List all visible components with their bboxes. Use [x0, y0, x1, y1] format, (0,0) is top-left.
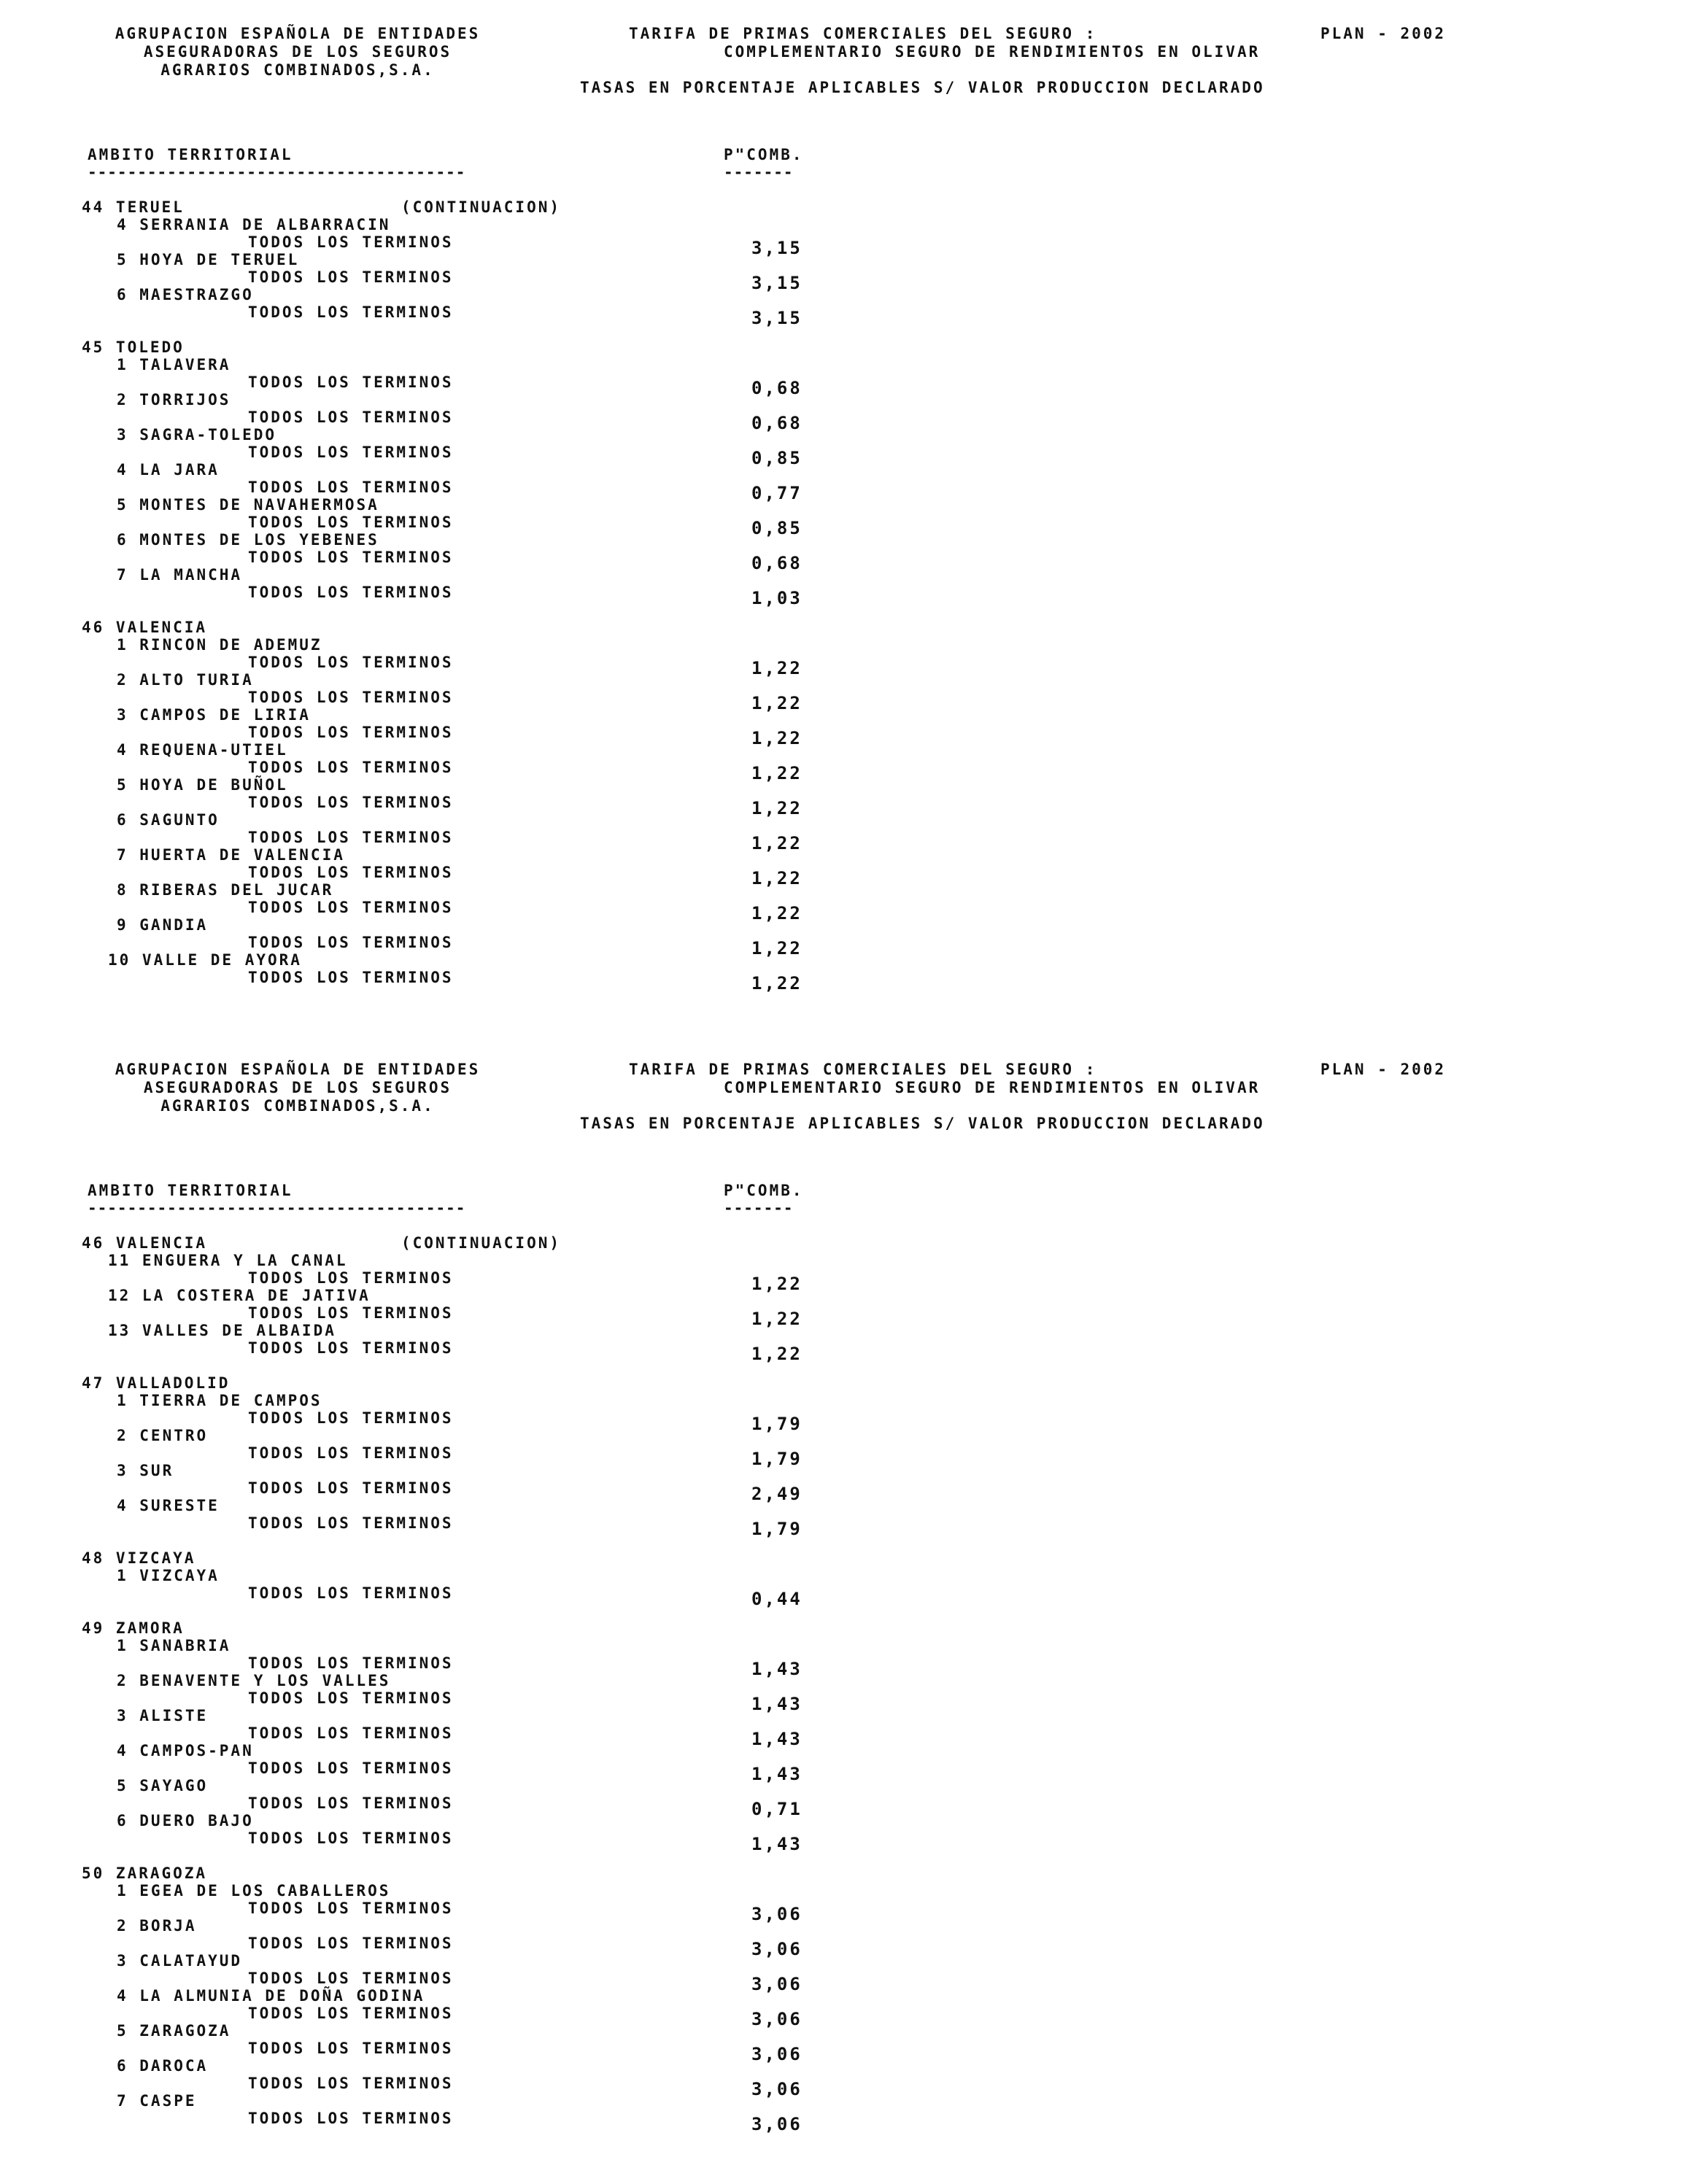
comarca-name: 5 HOYA DE TERUEL: [117, 251, 300, 268]
column-header-ambito: [88, 146, 465, 181]
plan-label: PLAN - 2002: [1320, 25, 1447, 42]
termino-row: [0, 689, 1021, 713]
termino-label: TODOS LOS TERMINOS: [248, 1269, 454, 1287]
comarca-row: [0, 1322, 1021, 1339]
comarca-row: [0, 1742, 1021, 1759]
termino-label: TODOS LOS TERMINOS: [248, 268, 454, 286]
termino-row: [0, 268, 1021, 293]
comarca-name: 4 REQUENA-UTIEL: [117, 741, 288, 759]
column-header-pcomb-label: P"COMB.: [724, 1182, 804, 1199]
comarca-row: [0, 706, 1021, 724]
termino-row: [0, 1724, 1021, 1749]
termino-label: TODOS LOS TERMINOS: [248, 934, 454, 951]
comarca-name: 7 HUERTA DE VALENCIA: [117, 846, 345, 864]
termino-label: TODOS LOS TERMINOS: [248, 899, 454, 916]
comarca-row: [0, 636, 1021, 654]
tariff-title-line-1: TARIFA DE PRIMAS COMERCIALES DEL SEGURO :: [629, 25, 1097, 42]
rate-value: 0,85: [751, 518, 802, 538]
comarca-name: 4 LA JARA: [117, 461, 220, 479]
termino-label: TODOS LOS TERMINOS: [248, 1724, 454, 1742]
termino-row: [0, 2110, 1021, 2134]
entity-line: AGRARIOS COMBINADOS,S.A.: [160, 61, 435, 79]
comarca-row: [0, 356, 1021, 373]
rate-value: 1,22: [751, 728, 802, 748]
comarca-name: 1 SANABRIA: [117, 1637, 231, 1654]
rate-value: 1,22: [751, 763, 802, 783]
rate-value: 1,43: [751, 1764, 802, 1784]
comarca-name: 8 RIBERAS DEL JUCAR: [117, 881, 334, 899]
termino-label: TODOS LOS TERMINOS: [248, 479, 454, 496]
column-rule: --------------------------------------: [88, 163, 466, 181]
termino-row: [0, 1829, 1021, 1854]
termino-label: TODOS LOS TERMINOS: [248, 1900, 454, 1917]
comarca-name: 3 SAGRA-TOLEDO: [117, 426, 277, 444]
rate-value: 1,43: [751, 1659, 802, 1679]
termino-row: [0, 654, 1021, 678]
document-page-1: [0, 0, 1702, 1036]
termino-label: TODOS LOS TERMINOS: [248, 759, 454, 776]
rate-value: 1,22: [751, 693, 802, 713]
comarca-name: 10 VALLE DE AYORA: [108, 951, 302, 969]
rate-value: 1,22: [751, 903, 802, 923]
termino-row: [0, 1409, 1021, 1434]
comarca-row: [0, 776, 1021, 794]
termino-label: TODOS LOS TERMINOS: [248, 1654, 454, 1672]
rate-value: 0,71: [751, 1799, 802, 1819]
province-row: [0, 1864, 1021, 1882]
column-header-ambito: [88, 1182, 465, 1217]
rate-value: 3,06: [751, 1974, 802, 1994]
comarca-name: 12 LA COSTERA DE JATIVA: [108, 1287, 371, 1304]
comarca-row: [0, 671, 1021, 689]
column-rule: -------: [724, 1199, 794, 1217]
termino-row: [0, 724, 1021, 748]
rate-value: 1,79: [751, 1449, 802, 1469]
termino-row: [0, 373, 1021, 398]
termino-row: [0, 829, 1021, 853]
comarca-name: 3 SUR: [117, 1462, 174, 1479]
comarca-row: [0, 531, 1021, 549]
termino-label: TODOS LOS TERMINOS: [248, 1444, 454, 1462]
comarca-row: [0, 1287, 1021, 1304]
termino-label: TODOS LOS TERMINOS: [248, 1479, 454, 1497]
rate-value: 3,06: [751, 2044, 802, 2064]
comarca-name: 6 MAESTRAZGO: [117, 286, 254, 303]
column-header-ambito-label: AMBITO TERRITORIAL: [88, 1182, 293, 1199]
rate-value: 1,43: [751, 1694, 802, 1714]
termino-label: TODOS LOS TERMINOS: [248, 969, 454, 986]
document-page-2: [0, 1036, 1702, 2184]
comarca-name: 1 TIERRA DE CAMPOS: [117, 1392, 322, 1409]
termino-label: TODOS LOS TERMINOS: [248, 724, 454, 741]
rate-value: 1,22: [751, 1309, 802, 1329]
termino-label: TODOS LOS TERMINOS: [248, 1759, 454, 1777]
rate-value: 3,15: [751, 273, 802, 293]
entity-line: AGRUPACION ESPAÑOLA DE ENTIDADES: [115, 1061, 481, 1078]
termino-label: TODOS LOS TERMINOS: [248, 2110, 454, 2127]
termino-row: [0, 794, 1021, 818]
termino-row: [0, 899, 1021, 923]
comarca-row: [0, 566, 1021, 584]
termino-row: [0, 303, 1021, 328]
province-row: [0, 1619, 1021, 1637]
column-rule: -------: [724, 163, 794, 181]
termino-label: TODOS LOS TERMINOS: [248, 829, 454, 846]
province-row: [0, 198, 1021, 216]
comarca-row: [0, 846, 1021, 864]
termino-row: [0, 1444, 1021, 1469]
comarca-name: 3 ALISTE: [117, 1707, 209, 1724]
termino-row: [0, 1479, 1021, 1504]
comarca-row: [0, 1777, 1021, 1794]
column-header-pcomb: [724, 1182, 804, 1217]
province-row: [0, 1549, 1021, 1567]
comarca-row: [0, 2092, 1021, 2110]
termino-row: [0, 1514, 1021, 1539]
termino-label: TODOS LOS TERMINOS: [248, 444, 454, 461]
entity-line: ASEGURADORAS DE LOS SEGUROS: [143, 1079, 452, 1096]
rate-value: 1,22: [751, 1344, 802, 1364]
comarca-name: 7 LA MANCHA: [117, 566, 243, 584]
comarca-name: 5 MONTES DE NAVAHERMOSA: [117, 496, 379, 514]
termino-row: [0, 549, 1021, 573]
column-header-pcomb: [724, 146, 804, 181]
rate-value: 1,79: [751, 1519, 802, 1539]
plan-label: PLAN - 2002: [1320, 1061, 1447, 1078]
rate-value: 3,06: [751, 2079, 802, 2099]
termino-row: [0, 1970, 1021, 1994]
rate-value: 3,06: [751, 1904, 802, 1924]
rate-value: 3,06: [751, 1939, 802, 1959]
comarca-name: 2 BORJA: [117, 1917, 197, 1935]
comarca-name: 4 SURESTE: [117, 1497, 220, 1514]
rate-table: [0, 1234, 1021, 2134]
termino-row: [0, 1689, 1021, 1714]
termino-label: TODOS LOS TERMINOS: [248, 1935, 454, 1952]
termino-label: TODOS LOS TERMINOS: [248, 303, 454, 321]
termino-row: [0, 759, 1021, 783]
comarca-row: [0, 1462, 1021, 1479]
termino-label: TODOS LOS TERMINOS: [248, 2075, 454, 2092]
termino-row: [0, 1759, 1021, 1784]
termino-row: [0, 2005, 1021, 2029]
comarca-name: 6 SAGUNTO: [117, 811, 220, 829]
termino-row: [0, 1269, 1021, 1294]
comarca-name: 11 ENGUERA Y LA CANAL: [108, 1252, 348, 1269]
termino-label: TODOS LOS TERMINOS: [248, 233, 454, 251]
column-rule: --------------------------------------: [88, 1199, 466, 1217]
comarca-name: 1 TALAVERA: [117, 356, 231, 373]
comarca-row: [0, 951, 1021, 969]
comarca-row: [0, 251, 1021, 268]
province-name: 46 VALENCIA: [82, 619, 208, 636]
termino-row: [0, 2075, 1021, 2099]
termino-row: [0, 233, 1021, 258]
province-row: [0, 338, 1021, 356]
entity-line: ASEGURADORAS DE LOS SEGUROS: [143, 43, 452, 61]
comarca-name: 6 DUERO BAJO: [117, 1812, 254, 1829]
tariff-title: [629, 25, 1260, 61]
termino-label: TODOS LOS TERMINOS: [248, 584, 454, 601]
comarca-row: [0, 1427, 1021, 1444]
rate-value: 1,22: [751, 868, 802, 888]
termino-label: TODOS LOS TERMINOS: [248, 1304, 454, 1322]
comarca-name: 2 BENAVENTE Y LOS VALLES: [117, 1672, 391, 1689]
termino-row: [0, 1584, 1021, 1609]
termino-row: [0, 2040, 1021, 2064]
rate-value: 1,22: [751, 938, 802, 959]
province-name: 47 VALLADOLID: [82, 1374, 231, 1392]
termino-label: TODOS LOS TERMINOS: [248, 1970, 454, 1987]
comarca-row: [0, 741, 1021, 759]
termino-row: [0, 1339, 1021, 1364]
entity-line: AGRUPACION ESPAÑOLA DE ENTIDADES: [115, 25, 481, 42]
termino-label: TODOS LOS TERMINOS: [248, 1339, 454, 1357]
comarca-name: 4 SERRANIA DE ALBARRACIN: [117, 216, 391, 233]
rate-value: 1,22: [751, 973, 802, 994]
rate-value: 0,44: [751, 1589, 802, 1609]
rate-value: 3,06: [751, 2114, 802, 2134]
entity-name: [86, 25, 509, 80]
comarca-name: 5 HOYA DE BUÑOL: [117, 776, 288, 794]
rate-value: 0,77: [751, 483, 802, 503]
rate-value: 2,49: [751, 1484, 802, 1504]
province-row: [0, 1374, 1021, 1392]
continuation-label: (CONTINUACION): [401, 1234, 562, 1252]
tariff-title: [629, 1061, 1260, 1097]
rates-subtitle: TASAS EN PORCENTAJE APLICABLES S/ VALOR PRODUCCION DECLARADO: [580, 79, 1265, 96]
comarca-row: [0, 1707, 1021, 1724]
comarca-name: 1 RINCON DE ADEMUZ: [117, 636, 322, 654]
province-name: 49 ZAMORA: [82, 1619, 185, 1637]
termino-row: [0, 584, 1021, 608]
termino-row: [0, 1304, 1021, 1329]
termino-label: TODOS LOS TERMINOS: [248, 514, 454, 531]
comarca-row: [0, 1987, 1021, 2005]
termino-label: TODOS LOS TERMINOS: [248, 1829, 454, 1847]
comarca-name: 6 MONTES DE LOS YEBENES: [117, 531, 379, 549]
comarca-row: [0, 1672, 1021, 1689]
rate-value: 1,43: [751, 1834, 802, 1854]
rate-value: 3,06: [751, 2009, 802, 2029]
column-header-ambito-label: AMBITO TERRITORIAL: [88, 146, 293, 163]
province-name: 46 VALENCIA: [82, 1234, 208, 1252]
rate-value: 1,79: [751, 1414, 802, 1434]
comarca-row: [0, 916, 1021, 934]
tariff-title-line-1: TARIFA DE PRIMAS COMERCIALES DEL SEGURO :: [629, 1061, 1097, 1078]
termino-row: [0, 479, 1021, 503]
comarca-row: [0, 1637, 1021, 1654]
termino-row: [0, 1654, 1021, 1679]
province-row: [0, 619, 1021, 636]
tariff-title-line-2: COMPLEMENTARIO SEGURO DE RENDIMIENTOS EN OLIVAR: [724, 1079, 1261, 1096]
termino-label: TODOS LOS TERMINOS: [248, 689, 454, 706]
comarca-row: [0, 496, 1021, 514]
termino-row: [0, 444, 1021, 468]
rate-value: 1,22: [751, 1274, 802, 1294]
termino-row: [0, 1900, 1021, 1924]
comarca-name: 1 VIZCAYA: [117, 1567, 220, 1584]
comarca-name: 2 TORRIJOS: [117, 391, 231, 408]
rates-subtitle: TASAS EN PORCENTAJE APLICABLES S/ VALOR PRODUCCION DECLARADO: [580, 1115, 1265, 1132]
comarca-name: 5 SAYAGO: [117, 1777, 209, 1794]
comarca-name: 5 ZARAGOZA: [117, 2022, 231, 2040]
comarca-row: [0, 881, 1021, 899]
termino-label: TODOS LOS TERMINOS: [248, 1584, 454, 1602]
comarca-row: [0, 1917, 1021, 1935]
province-name: 50 ZARAGOZA: [82, 1864, 208, 1882]
rate-value: 1,22: [751, 658, 802, 678]
comarca-name: 2 CENTRO: [117, 1427, 209, 1444]
tariff-title-line-2: COMPLEMENTARIO SEGURO DE RENDIMIENTOS EN OLIVAR: [724, 43, 1261, 61]
column-header-pcomb-label: P"COMB.: [724, 146, 804, 163]
rate-value: 0,68: [751, 413, 802, 433]
rate-value: 1,22: [751, 833, 802, 853]
comarca-row: [0, 1952, 1021, 1970]
rate-value: 0,85: [751, 448, 802, 468]
province-name: 48 VIZCAYA: [82, 1549, 196, 1567]
comarca-row: [0, 2022, 1021, 2040]
termino-label: TODOS LOS TERMINOS: [248, 794, 454, 811]
comarca-row: [0, 2057, 1021, 2075]
comarca-row: [0, 811, 1021, 829]
termino-label: TODOS LOS TERMINOS: [248, 373, 454, 391]
termino-label: TODOS LOS TERMINOS: [248, 549, 454, 566]
comarca-row: [0, 1497, 1021, 1514]
comarca-row: [0, 1812, 1021, 1829]
termino-row: [0, 934, 1021, 959]
termino-label: TODOS LOS TERMINOS: [248, 2005, 454, 2022]
comarca-row: [0, 1392, 1021, 1409]
rate-value: 0,68: [751, 553, 802, 573]
comarca-row: [0, 286, 1021, 303]
rate-value: 3,15: [751, 238, 802, 258]
termino-row: [0, 969, 1021, 994]
entity-line: AGRARIOS COMBINADOS,S.A.: [160, 1097, 435, 1115]
termino-label: TODOS LOS TERMINOS: [248, 864, 454, 881]
rate-value: 1,03: [751, 588, 802, 608]
termino-row: [0, 408, 1021, 433]
comarca-row: [0, 216, 1021, 233]
rate-value: 1,22: [751, 798, 802, 818]
termino-label: TODOS LOS TERMINOS: [248, 1794, 454, 1812]
continuation-label: (CONTINUACION): [401, 198, 562, 216]
comarca-name: 13 VALLES DE ALBAIDA: [108, 1322, 336, 1339]
comarca-name: 9 GANDIA: [117, 916, 209, 934]
entity-name: [86, 1061, 509, 1115]
comarca-name: 7 CASPE: [117, 2092, 197, 2110]
province-name: 45 TOLEDO: [82, 338, 185, 356]
comarca-name: 4 LA ALMUNIA DE DOÑA GODINA: [117, 1987, 425, 2005]
termino-row: [0, 514, 1021, 538]
comarca-row: [0, 461, 1021, 479]
termino-row: [0, 1935, 1021, 1959]
termino-label: TODOS LOS TERMINOS: [248, 408, 454, 426]
province-name: 44 TERUEL: [82, 198, 185, 216]
comarca-name: 2 ALTO TURIA: [117, 671, 254, 689]
comarca-row: [0, 426, 1021, 444]
comarca-name: 4 CAMPOS-PAN: [117, 1742, 254, 1759]
rate-table: [0, 198, 1021, 994]
comarca-name: 3 CAMPOS DE LIRIA: [117, 706, 311, 724]
comarca-row: [0, 391, 1021, 408]
comarca-name: 1 EGEA DE LOS CABALLEROS: [117, 1882, 391, 1900]
comarca-row: [0, 1567, 1021, 1584]
termino-label: TODOS LOS TERMINOS: [248, 2040, 454, 2057]
comarca-row: [0, 1882, 1021, 1900]
termino-row: [0, 1794, 1021, 1819]
comarca-name: 6 DAROCA: [117, 2057, 209, 2075]
termino-label: TODOS LOS TERMINOS: [248, 1514, 454, 1532]
rate-value: 3,15: [751, 308, 802, 328]
termino-row: [0, 864, 1021, 888]
rate-value: 0,68: [751, 378, 802, 398]
province-row: [0, 1234, 1021, 1252]
comarca-name: 3 CALATAYUD: [117, 1952, 243, 1970]
termino-label: TODOS LOS TERMINOS: [248, 654, 454, 671]
termino-label: TODOS LOS TERMINOS: [248, 1689, 454, 1707]
rate-value: 1,43: [751, 1729, 802, 1749]
comarca-row: [0, 1252, 1021, 1269]
termino-label: TODOS LOS TERMINOS: [248, 1409, 454, 1427]
